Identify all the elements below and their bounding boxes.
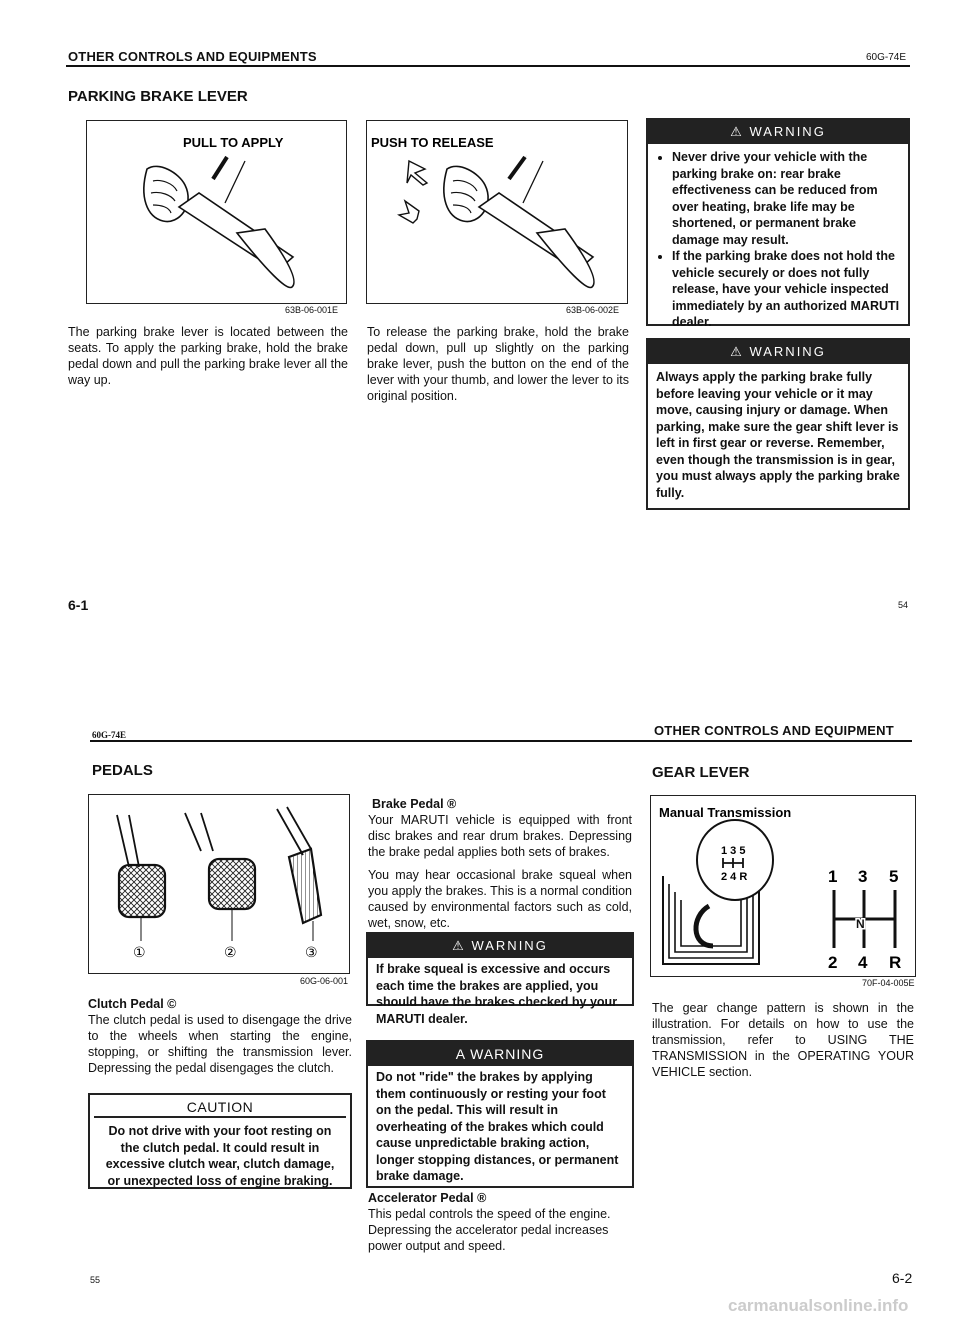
knob-top-numbers: 1 3 5 <box>721 845 746 857</box>
pedal-number: ② <box>224 945 237 961</box>
page2-header-title: OTHER CONTROLS AND EQUIPMENT <box>654 723 894 738</box>
gear-number: 2 <box>828 953 838 972</box>
push-to-release-illustration <box>367 121 627 303</box>
page2-footer-page: 55 <box>90 1275 101 1285</box>
neutral-label: N <box>856 917 865 931</box>
clutch-text: The clutch pedal is used to disengage the drive to the wheels when starting the engine, stopping, or shifting the transmission lever. Depressing the pedal disengages the clutch. <box>88 1013 352 1075</box>
caution-text: Do not drive with your foot resting on the clutch pedal. It could result in excessive clutch wear, clutch damage, or unexpected loss of engine braking. <box>105 1124 335 1188</box>
pedals-section-title: PEDALS <box>92 762 153 779</box>
page1-header-title: OTHER CONTROLS AND EQUIPMENTS <box>68 49 317 64</box>
brake-text-1: Your MARUTI vehicle is equipped with front disc brakes and rear drum brakes. Depressing the brake pedal applies both sets of brakes. <box>368 813 632 859</box>
push-to-release-figure <box>366 120 628 304</box>
gear-number: 5 <box>889 867 899 886</box>
clutch-pedal-section <box>88 996 352 1076</box>
pedal-number: ① <box>133 945 146 961</box>
gear-number: 4 <box>858 953 868 972</box>
parking-brake-section-title: PARKING BRAKE LEVER <box>68 88 248 105</box>
manual-transmission-label: Manual Transmission <box>659 805 792 820</box>
pedals-fig-code: 60G-06-001 <box>300 976 349 986</box>
warning-icon: ⚠ <box>730 124 744 139</box>
watermark-link[interactable]: carmanualsonline.info <box>728 1296 909 1315</box>
pedal-number: ③ <box>305 945 318 961</box>
fig2-code: 63B-06-002E <box>566 305 620 315</box>
clutch-pedal-icon <box>119 865 165 917</box>
gear-fig-code: 70F-04-005E <box>862 978 915 988</box>
gear-knob-icon <box>697 820 773 900</box>
accelerator-heading: Accelerator Pedal ® <box>368 1191 487 1205</box>
page1-footer-number: 6-1 <box>68 597 89 613</box>
release-brake-text: To release the parking brake, hold the brake pedal down, pull up slightly on the parking brake lever, push the button on the end of the lever with your thumb, and lower the lever to its original position. <box>367 325 629 403</box>
gear-number: R <box>889 953 902 972</box>
page1-header-rule <box>66 65 910 67</box>
gear-pattern-figure <box>650 795 916 977</box>
warning-text: Do not "ride" the brakes by applying them continuously or resting your foot on the pedal. This will result in overheating of the brakes which could cause unpredictable braking action, longer stopping distances, or permanent brake damage. <box>376 1070 619 1183</box>
brake-text-2: You may hear occasional brake squeal when you apply the brakes. This is a normal condition caused by environmental factors such as cold, wet, snow, etc. <box>368 868 632 930</box>
warning-bar <box>368 1042 632 1066</box>
clutch-caution-box <box>88 1093 352 1189</box>
warning-text: If brake squeal is excessive and occurs each time the brakes are applied, you should have the brakes checked by your MARUTI dealer. <box>376 962 618 1026</box>
pedals-figure <box>88 794 350 974</box>
pull-to-apply-figure <box>86 120 347 304</box>
release-arrow-shaft <box>509 157 525 179</box>
accelerator-pedal-icon <box>289 849 321 923</box>
warning-icon: ⚠ <box>452 938 466 953</box>
page2-header-code: 60G-74E <box>92 730 127 740</box>
pull-to-apply-illustration <box>87 121 346 303</box>
fig1-code: 63B-06-001E <box>285 305 339 315</box>
brake-pedal-section <box>368 796 632 938</box>
parking-brake-warning-2 <box>646 338 910 510</box>
caution-title: CAUTION <box>94 1099 346 1118</box>
knob-bottom-numbers: 2 4 R <box>721 871 748 883</box>
gear-number: 1 <box>828 867 838 886</box>
pull-pointer-line <box>225 161 245 203</box>
pull-to-apply-label: PULL TO APPLY <box>183 135 284 150</box>
warning-text: Always apply the parking brake fully before leaving your vehicle or it may move, causing injury or damage. When parking, make sure the gear shift lever is left in first gear or reverse. Remember, even though the transmission is in gear, you must always apply the parking brake fully. <box>656 370 900 500</box>
ride-brakes-warning <box>366 1040 634 1188</box>
lever-boot-icon <box>537 229 594 288</box>
brake-squeal-warning <box>366 932 634 1026</box>
page2-header-rule <box>90 740 912 742</box>
apply-brake-text: The parking brake lever is located between the seats. To apply the parking brake, hold the brake pedal down and pull the parking brake lever all the way up. <box>68 325 348 387</box>
warning-title: WARNING <box>471 938 548 953</box>
warning-bar <box>648 120 908 144</box>
page1-footer-page: 54 <box>898 600 909 610</box>
accelerator-text: This pedal controls the speed of the engine. Depressing the accelerator pedal increases power output and speed. <box>368 1207 611 1253</box>
warning-title: A WARNING <box>455 1046 545 1062</box>
warning-title: WARNING <box>749 344 826 359</box>
lower-arrow-icon <box>399 201 419 223</box>
warning-item: • Never drive your vehicle with the parking brake on: rear brake effectiveness can be reduced from over heating, brake life may be shortened, or permanent brake damage may result. <box>672 149 900 248</box>
gear-lever-shaft <box>696 906 713 946</box>
page1-header-code: 60G-74E <box>866 52 907 63</box>
push-arrow-icon <box>407 161 427 185</box>
push-to-release-label: PUSH TO RELEASE <box>371 135 494 150</box>
warning-bar <box>648 340 908 364</box>
warning-title: WARNING <box>749 124 826 139</box>
brake-heading: Brake Pedal ® <box>372 797 457 811</box>
parking-brake-warning-1 <box>646 118 910 329</box>
clutch-heading: Clutch Pedal © <box>88 997 177 1011</box>
warning-icon: ⚠ <box>730 344 744 359</box>
lever-boot-icon <box>237 229 294 288</box>
warning-bar <box>368 934 632 958</box>
page2-footer-number: 6-2 <box>892 1270 913 1286</box>
brake-pedal-icon <box>209 859 255 909</box>
pull-arrow-shaft <box>213 157 227 179</box>
gear-lever-section-title: GEAR LEVER <box>652 764 750 781</box>
gear-number: 3 <box>858 867 868 886</box>
warning-item: • If the parking brake does not hold the vehicle securely or does not fully release, have your vehicle inspected immediately by an authorized MARUTI dealer. <box>672 248 900 331</box>
gear-change-text: The gear change pattern is shown in the illustration. For details on how to use the transmission, refer to USING THE TRANSMISSION in the OPERATING YOUR VEHICLE section. <box>652 1001 914 1079</box>
accelerator-pedal-section <box>368 1190 632 1254</box>
